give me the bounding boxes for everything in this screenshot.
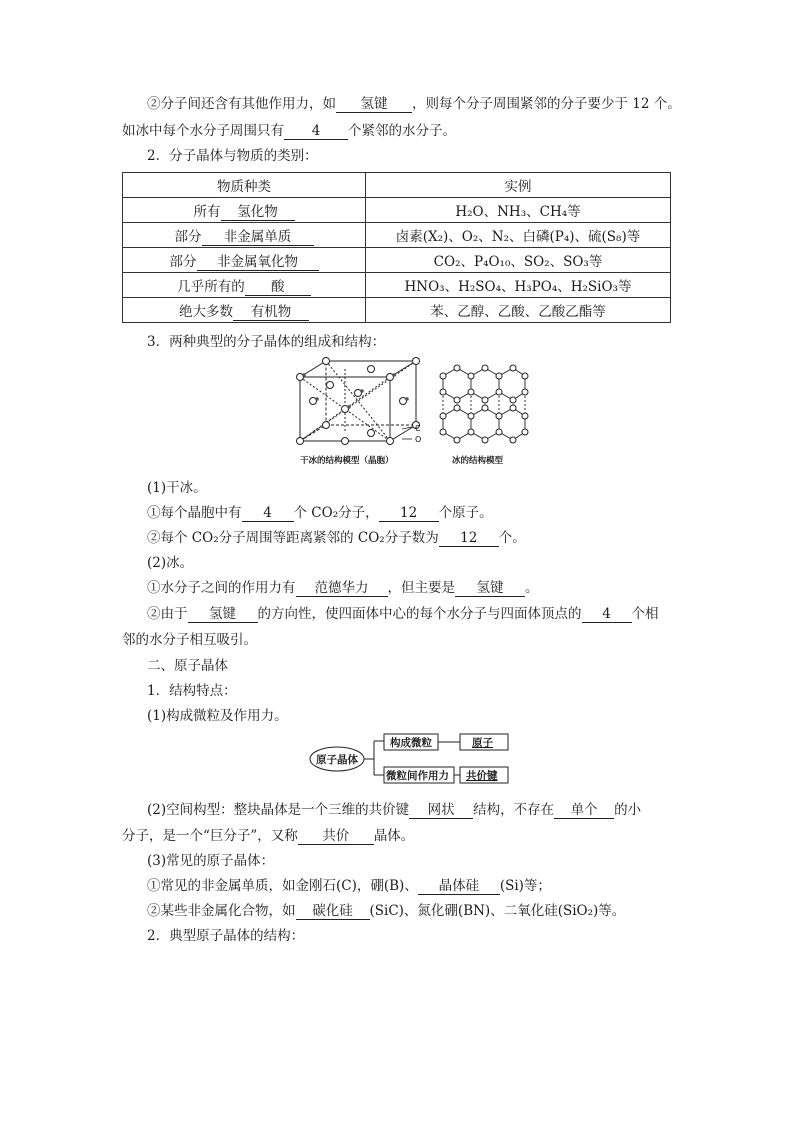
paragraph-line: 如冰中每个水分子周围只有 4 个紧邻的水分子。: [122, 123, 456, 139]
table-row: [123, 298, 671, 323]
paragraph-line: 邻的水分子相互吸引。: [122, 632, 257, 648]
answer-blank: 氢键: [455, 580, 525, 597]
table-cell: CO₂、P₄O₁₀、SO₂、SO₃等: [366, 248, 671, 273]
answer-blank: 网状: [409, 802, 473, 819]
label-o: O: [415, 435, 422, 444]
paragraph-line: 分子，是一个“巨分子”，又称 共价 晶体。: [122, 828, 415, 844]
answer-blank: 酸: [245, 279, 311, 296]
answer-blank: 单个: [554, 802, 614, 819]
answer-blank: 有机物: [233, 304, 309, 321]
paragraph-line: ②每个 CO₂分子周围等距离紧邻的 CO₂分子数为 12 个。: [147, 530, 526, 546]
answer-blank: 氢键: [336, 96, 412, 113]
table-header: 实例: [366, 173, 671, 198]
table-cell: 苯、乙醇、乙酸、乙酸乙酯等: [366, 298, 671, 323]
answer-blank: 12: [439, 530, 499, 547]
answer-blank: 非金属氧化物: [197, 254, 319, 271]
paragraph-line: ②某些非金属化合物，如 碳化硅 (SiC)、氮化硼(BN)、二氧化硅(SiO₂)等。: [147, 903, 626, 919]
dry-ice-caption: 干冰的结构模型（晶胞）: [300, 456, 394, 466]
table-header-row: [123, 173, 671, 198]
dry-ice-structure-figure: [290, 355, 426, 449]
ice-caption: 冰的结构模型: [452, 456, 504, 466]
ice-structure-figure: [433, 362, 529, 448]
diagram-answer-covalent: 共价键: [466, 770, 498, 782]
diagram-branch-force: 微粒间作用力: [386, 770, 449, 782]
subsection-title: (2)冰。: [147, 555, 194, 571]
section-heading: 二、原子晶体: [147, 658, 228, 674]
table-row: [123, 248, 671, 273]
paragraph-line: ②分子间还含有其他作用力，如 氢键 ，则每个分子周围紧邻的分子要少于 12 个。: [147, 96, 681, 112]
table-cell: HNO₃、H₂SO₄、H₃PO₄、H₂SiO₃等: [366, 273, 671, 298]
section-title: 3．两种典型的分子晶体的组成和结构：: [147, 334, 386, 350]
answer-blank: 氢化物: [221, 204, 295, 221]
classification-table: [122, 172, 671, 323]
table-header: 物质种类: [123, 173, 366, 198]
diagram-root: 原子晶体: [316, 754, 358, 766]
section-title: 1．结构特点：: [147, 683, 237, 699]
section-title: 2．典型原子晶体的结构：: [147, 928, 305, 944]
table-cell: 所有 氢化物: [123, 198, 366, 223]
subsection-title: (3)常见的原子晶体：: [147, 853, 275, 869]
diagram-branch-particles: 构成微粒: [390, 737, 432, 749]
paragraph-line: (2)空间构型：整块晶体是一个三维的共价键 网状 结构，不存在 单个 的小: [147, 802, 642, 818]
answer-blank: 晶体硅: [418, 878, 500, 895]
subsection-title: (1)干冰。: [147, 480, 207, 496]
paragraph-line: ①水分子之间的作用力有 范德华力 ，但主要是 氢键 。: [147, 580, 539, 596]
table-cell: 绝大多数 有机物: [123, 298, 366, 323]
table-row: [123, 273, 671, 298]
answer-blank: 4: [242, 505, 294, 522]
section-title: 2．分子晶体与物质的类别：: [147, 148, 318, 164]
table-cell: 部分 非金属氧化物: [123, 248, 366, 273]
diagram-answer-atom: 原子: [472, 737, 493, 749]
table-cell: H₂O、NH₃、CH₄等: [366, 198, 671, 223]
label-c: C: [415, 424, 421, 433]
table-cell: 几乎所有的 酸: [123, 273, 366, 298]
table-row: [123, 198, 671, 223]
table-row: [123, 223, 671, 248]
answer-blank: 共价: [298, 828, 374, 845]
table-cell: 部分 非金属单质: [123, 223, 366, 248]
answer-blank: 12: [379, 505, 439, 522]
table-cell: 卤素(X₂)、O₂、N₂、白磷(P₄)、硫(S₈)等: [366, 223, 671, 248]
subsection-title: (1)构成微粒及作用力。: [147, 708, 288, 724]
paragraph-line: ①每个晶胞中有 4 个 CO₂分子， 12 个原子。: [147, 505, 493, 521]
answer-blank: 4: [582, 606, 632, 623]
paragraph-line: ②由于 氢键 的方向性，使四面体中心的每个水分子与四面体顶点的 4 个相: [147, 606, 659, 622]
answer-blank: 范德华力: [296, 580, 388, 597]
answer-blank: 碳化硅: [296, 903, 370, 920]
answer-blank: 4: [284, 123, 348, 140]
answer-blank: 氢键: [188, 606, 258, 623]
answer-blank: 非金属单质: [202, 229, 314, 246]
paragraph-line: ①常见的非金属单质，如金刚石(C)，硼(B)、 晶体硅 (Si)等；: [147, 878, 551, 894]
